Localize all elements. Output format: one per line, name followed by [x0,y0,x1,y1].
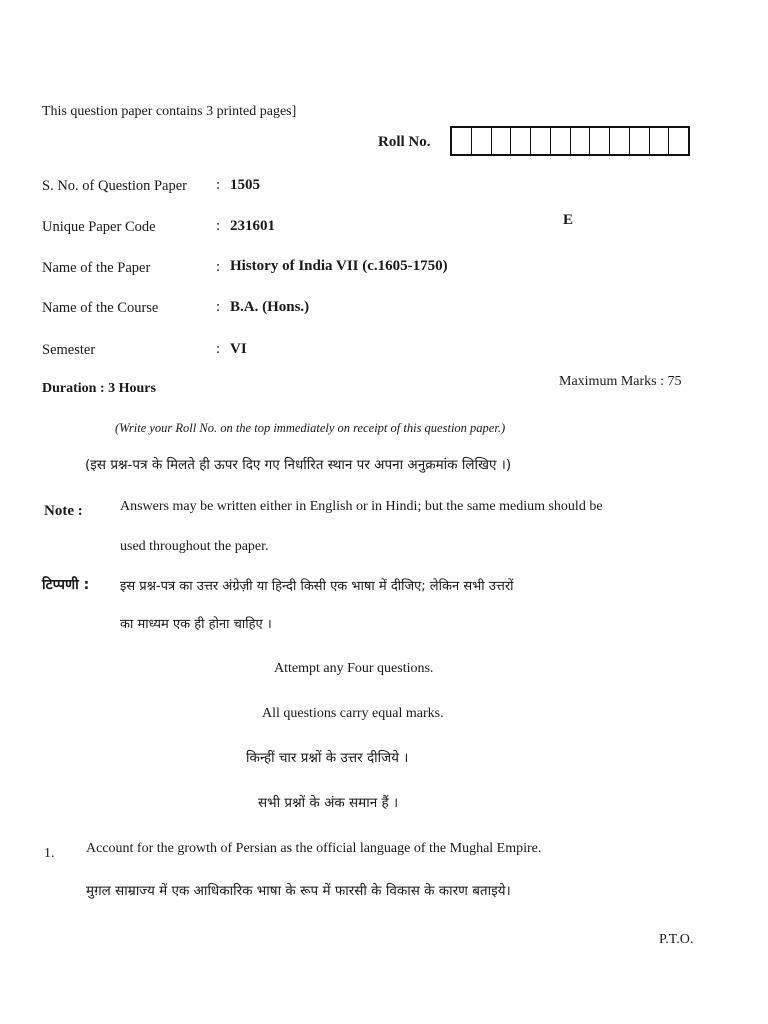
paper-name-value: History of India VII (c.1605-1750) [230,258,448,274]
question-text-english: Account for the growth of Persian as the official language of the Mughal Empire. [86,841,542,856]
tippani-line-1: इस प्रश्न-पत्र का उत्तर अंग्रेज़ी या हिन्दी किसी एक भाषा में दीजिए; लेकिन सभी उत्तरों [120,579,514,594]
note-line-2: used throughout the paper. [120,539,269,554]
semester-value: VI [230,341,247,357]
colon: : [216,299,221,315]
equal-marks-english: All questions carry equal marks. [262,706,444,721]
paper-name-label: Name of the Paper [42,260,151,276]
tippani-line-2: का माध्यम एक ही होना चाहिए । [120,617,272,632]
duration: Duration : 3 Hours [42,381,156,396]
roll-number-cell[interactable] [511,128,531,154]
roll-number-cell[interactable] [472,128,492,154]
roll-number-cell[interactable] [669,128,688,154]
semester-label: Semester [42,342,96,358]
colon: : [216,177,221,193]
unique-paper-code-label: Unique Paper Code [42,219,156,235]
unique-paper-code-value: 231601 [230,218,275,234]
colon: : [216,341,221,357]
roll-number-cell[interactable] [650,128,670,154]
roll-number-label: Roll No. [378,134,431,150]
roll-number-boxes[interactable] [450,126,690,156]
note-label: Note : [44,503,83,519]
roll-number-cell[interactable] [590,128,610,154]
pages-note: This question paper contains 3 printed pages] [42,104,297,119]
roll-number-cell[interactable] [531,128,551,154]
attempt-instruction-english: Attempt any Four questions. [274,661,434,676]
roll-number-cell[interactable] [630,128,650,154]
question-number: 1. [44,846,55,861]
course-name-value: B.A. (Hons.) [230,299,310,315]
serial-number-value: 1505 [230,177,260,193]
roll-number-cell[interactable] [610,128,630,154]
colon: : [216,259,221,275]
note-line-1: Answers may be written either in English or in Hindi; but the same medium should be [120,499,603,514]
roll-instruction-english: (Write your Roll No. on the top immediately on receipt of this question paper.) [115,421,506,435]
roll-number-cell[interactable] [571,128,591,154]
tippani-label: टिप्पणी : [42,577,90,593]
roll-number-cell[interactable] [452,128,472,154]
roll-instruction-hindi: (इस प्रश्न-पत्र के मिलते ही ऊपर दिए गए निर्धारित स्थान पर अपना अनुक्रमांक लिखिए ।) [85,457,512,473]
attempt-instruction-hindi: किन्हीं चार प्रश्नों के उत्तर दीजिये । [246,750,409,766]
equal-marks-hindi: सभी प्रश्नों के अंक समान हैं । [258,795,399,811]
question-text-hindi: मुग़ल साम्राज्य में एक आधिकारिक भाषा के रूप में फारसी के विकास के कारण बताइये। [86,883,511,899]
maximum-marks: Maximum Marks : 75 [559,374,682,389]
colon: : [216,218,221,234]
set-code: E [563,212,574,228]
serial-number-label: S. No. of Question Paper [42,178,187,194]
roll-number-cell[interactable] [492,128,512,154]
roll-number-cell[interactable] [551,128,571,154]
please-turn-over: P.T.O. [659,932,694,947]
course-name-label: Name of the Course [42,300,159,316]
